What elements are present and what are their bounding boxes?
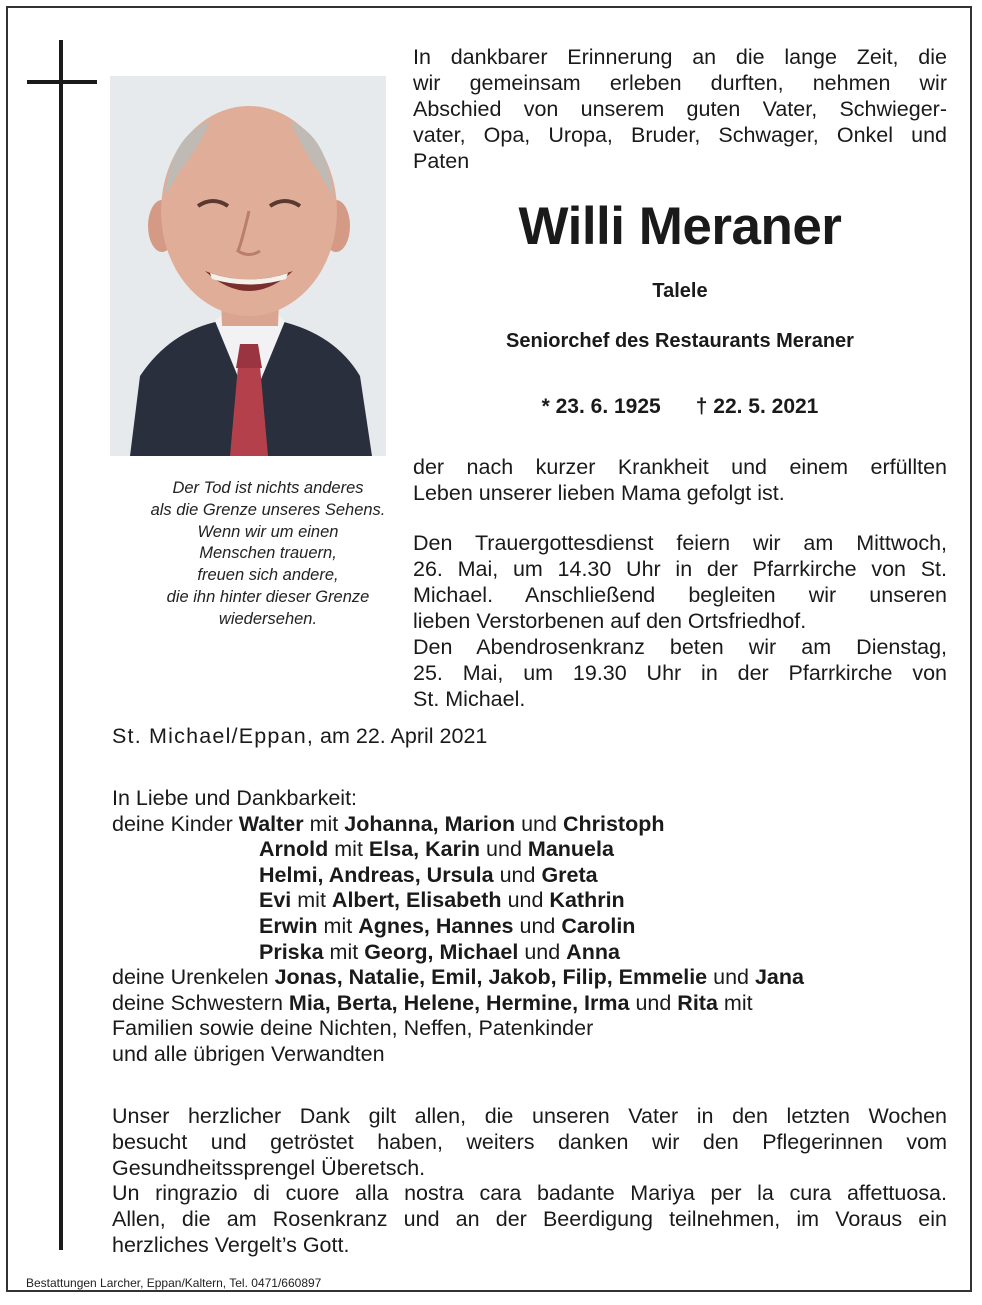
- connector: mit: [329, 939, 359, 964]
- urenkel-last: Jana: [754, 965, 804, 990]
- child-name: Evi: [259, 888, 292, 913]
- memorial-quote: [108, 478, 428, 631]
- thanks-line: Un ringrazio di cuore alla nostra cara badante Mariya per la cura affettuosa.: [112, 1181, 947, 1206]
- funeral-home-credit: Bestattungen Larcher, Eppan/Kaltern, Tel. 0471/660897: [26, 1276, 322, 1290]
- intro-line: wir gemeinsam erleben durften, nehmen wir: [413, 71, 947, 95]
- birth-date: * 23. 6. 1925: [541, 395, 661, 418]
- schwestern-label: deine Schwestern: [112, 990, 283, 1015]
- grandchildren: Elsa, Karin: [368, 837, 481, 862]
- grandchildren: Georg, Michael: [364, 939, 519, 964]
- connector: mit: [297, 888, 326, 913]
- kinder-row: [112, 940, 804, 966]
- portrait-illustration: [110, 76, 386, 456]
- grandchild: Manuela: [527, 837, 614, 862]
- child-name: Erwin: [259, 913, 318, 938]
- kinder-label: deine Kinder: [112, 811, 233, 836]
- place-and-date: [112, 724, 487, 749]
- connector: mit: [334, 837, 363, 862]
- service-line: lieben Verstorbenen auf den Ortsfriedhof.: [413, 609, 807, 633]
- portrait-photo: [110, 76, 386, 456]
- schwestern-last: Rita: [677, 990, 718, 1015]
- service-line: Michael. Anschließend begleiten wir unseren: [413, 583, 947, 607]
- thanks-line: besucht und getröstet haben, weiters danken wir den Pflegerinnen vom: [112, 1129, 947, 1154]
- child-name: Helmi, Andreas, Ursula: [259, 862, 494, 887]
- kinder-row: [112, 914, 804, 940]
- after-paragraph: [413, 454, 947, 506]
- grandchild: Anna: [566, 939, 620, 964]
- connector: mit: [309, 811, 339, 836]
- deceased-nickname: Talele: [652, 280, 708, 302]
- child-name: Arnold: [259, 837, 329, 862]
- connector: und: [507, 888, 544, 913]
- grandchild: Christoph: [562, 811, 665, 836]
- death-date: † 22. 5. 2021: [695, 395, 819, 418]
- connector: mit: [723, 990, 753, 1015]
- intro-line: In dankbarer Erinnerung an die lange Zeit, die: [413, 45, 947, 69]
- service-line: 25. Mai, um 19.30 Uhr in der Pfarrkirche von: [413, 661, 947, 685]
- connector: und: [521, 811, 557, 836]
- quote-line: als die Grenze unseres Sehens.: [150, 500, 386, 519]
- grandchild: Kathrin: [549, 888, 625, 913]
- grandchild: Greta: [541, 862, 598, 887]
- thanks-line: Gesundheitssprengel Überetsch.: [112, 1155, 426, 1180]
- service-line: Den Trauergottesdienst feiern wir am Mittwoch,: [413, 531, 947, 555]
- verwandte-line: und alle übrigen Verwandten: [112, 1041, 385, 1066]
- date: am 22. April 2021: [320, 724, 488, 748]
- thanks-paragraph: [112, 1104, 947, 1259]
- grandchildren: Agnes, Hannes: [358, 913, 514, 938]
- child-name: Priska: [259, 939, 324, 964]
- intro-line: Paten: [413, 149, 470, 173]
- quote-line: Menschen trauern,: [199, 544, 337, 563]
- grandchildren: Albert, Elisabeth: [331, 888, 502, 913]
- connector: und: [519, 913, 556, 938]
- connector: und: [499, 862, 536, 887]
- thanks-line: herzliches Vergelt’s Gott.: [112, 1232, 350, 1257]
- connector: und: [486, 837, 522, 862]
- urenkel-names: Jonas, Natalie, Emil, Jakob, Filip, Emmelie: [274, 965, 708, 990]
- familien-line: Familien sowie deine Nichten, Neffen, Patenkinder: [112, 1016, 594, 1041]
- mourners-intro: In Liebe und Dankbarkeit:: [112, 786, 358, 810]
- kinder-row: [112, 837, 804, 863]
- after-line: der nach kurzer Krankheit und einem erfüllten: [413, 455, 947, 479]
- life-dates: [413, 395, 947, 419]
- connector: mit: [323, 913, 353, 938]
- urenkel-row: [112, 965, 804, 991]
- schwestern-names: Mia, Berta, Helene, Hermine, Irma: [288, 990, 630, 1015]
- intro-paragraph: [413, 44, 947, 174]
- service-paragraph: [413, 530, 947, 712]
- service-line: Den Abendrosenkranz beten wir am Dienstag,: [413, 635, 947, 659]
- kinder-row: [112, 812, 804, 838]
- quote-line: Wenn wir um einen: [197, 522, 339, 541]
- cross-vertical-bar: [59, 40, 63, 1250]
- grandchildren: Johanna, Marion: [344, 811, 516, 836]
- quote-line: wiedersehen.: [218, 609, 318, 628]
- quote-line: freuen sich andere,: [197, 566, 339, 585]
- urenkel-label: deine Urenkelen: [112, 965, 269, 990]
- connector: und: [524, 939, 561, 964]
- connector: und: [713, 965, 749, 990]
- cross-horizontal-bar: [27, 80, 97, 84]
- connector: und: [635, 990, 672, 1015]
- service-line: St. Michael.: [413, 687, 526, 711]
- place: St. Michael/Eppan,: [112, 724, 315, 748]
- mourners-list: [112, 786, 804, 1068]
- kinder-row: [112, 863, 804, 889]
- kinder-row: [112, 888, 804, 914]
- intro-line: Abschied von unserem guten Vater, Schwieger-: [413, 97, 947, 121]
- schwestern-row: [112, 991, 804, 1017]
- grandchild: Carolin: [561, 913, 636, 938]
- thanks-line: Unser herzlicher Dank gilt allen, die unseren Vater in den letzten Wochen: [112, 1104, 947, 1128]
- quote-line: Der Tod ist nichts anderes: [172, 479, 364, 497]
- quote-line: die ihn hinter dieser Grenze: [166, 587, 370, 606]
- deceased-role: Seniorchef des Restaurants Meraner: [506, 330, 854, 352]
- child-name: Walter: [238, 811, 304, 836]
- after-line: Leben unserer lieben Mama gefolgt ist.: [413, 481, 785, 505]
- deceased-name: Willi Meraner: [518, 197, 842, 256]
- thanks-line: Allen, die am Rosenkranz und an der Beerdigung teilnehmen, im Voraus ein: [112, 1207, 947, 1232]
- service-line: 26. Mai, um 14.30 Uhr in der Pfarrkirche von St.: [413, 557, 947, 581]
- intro-line: vater, Opa, Uropa, Bruder, Schwager, Onkel und: [413, 123, 947, 147]
